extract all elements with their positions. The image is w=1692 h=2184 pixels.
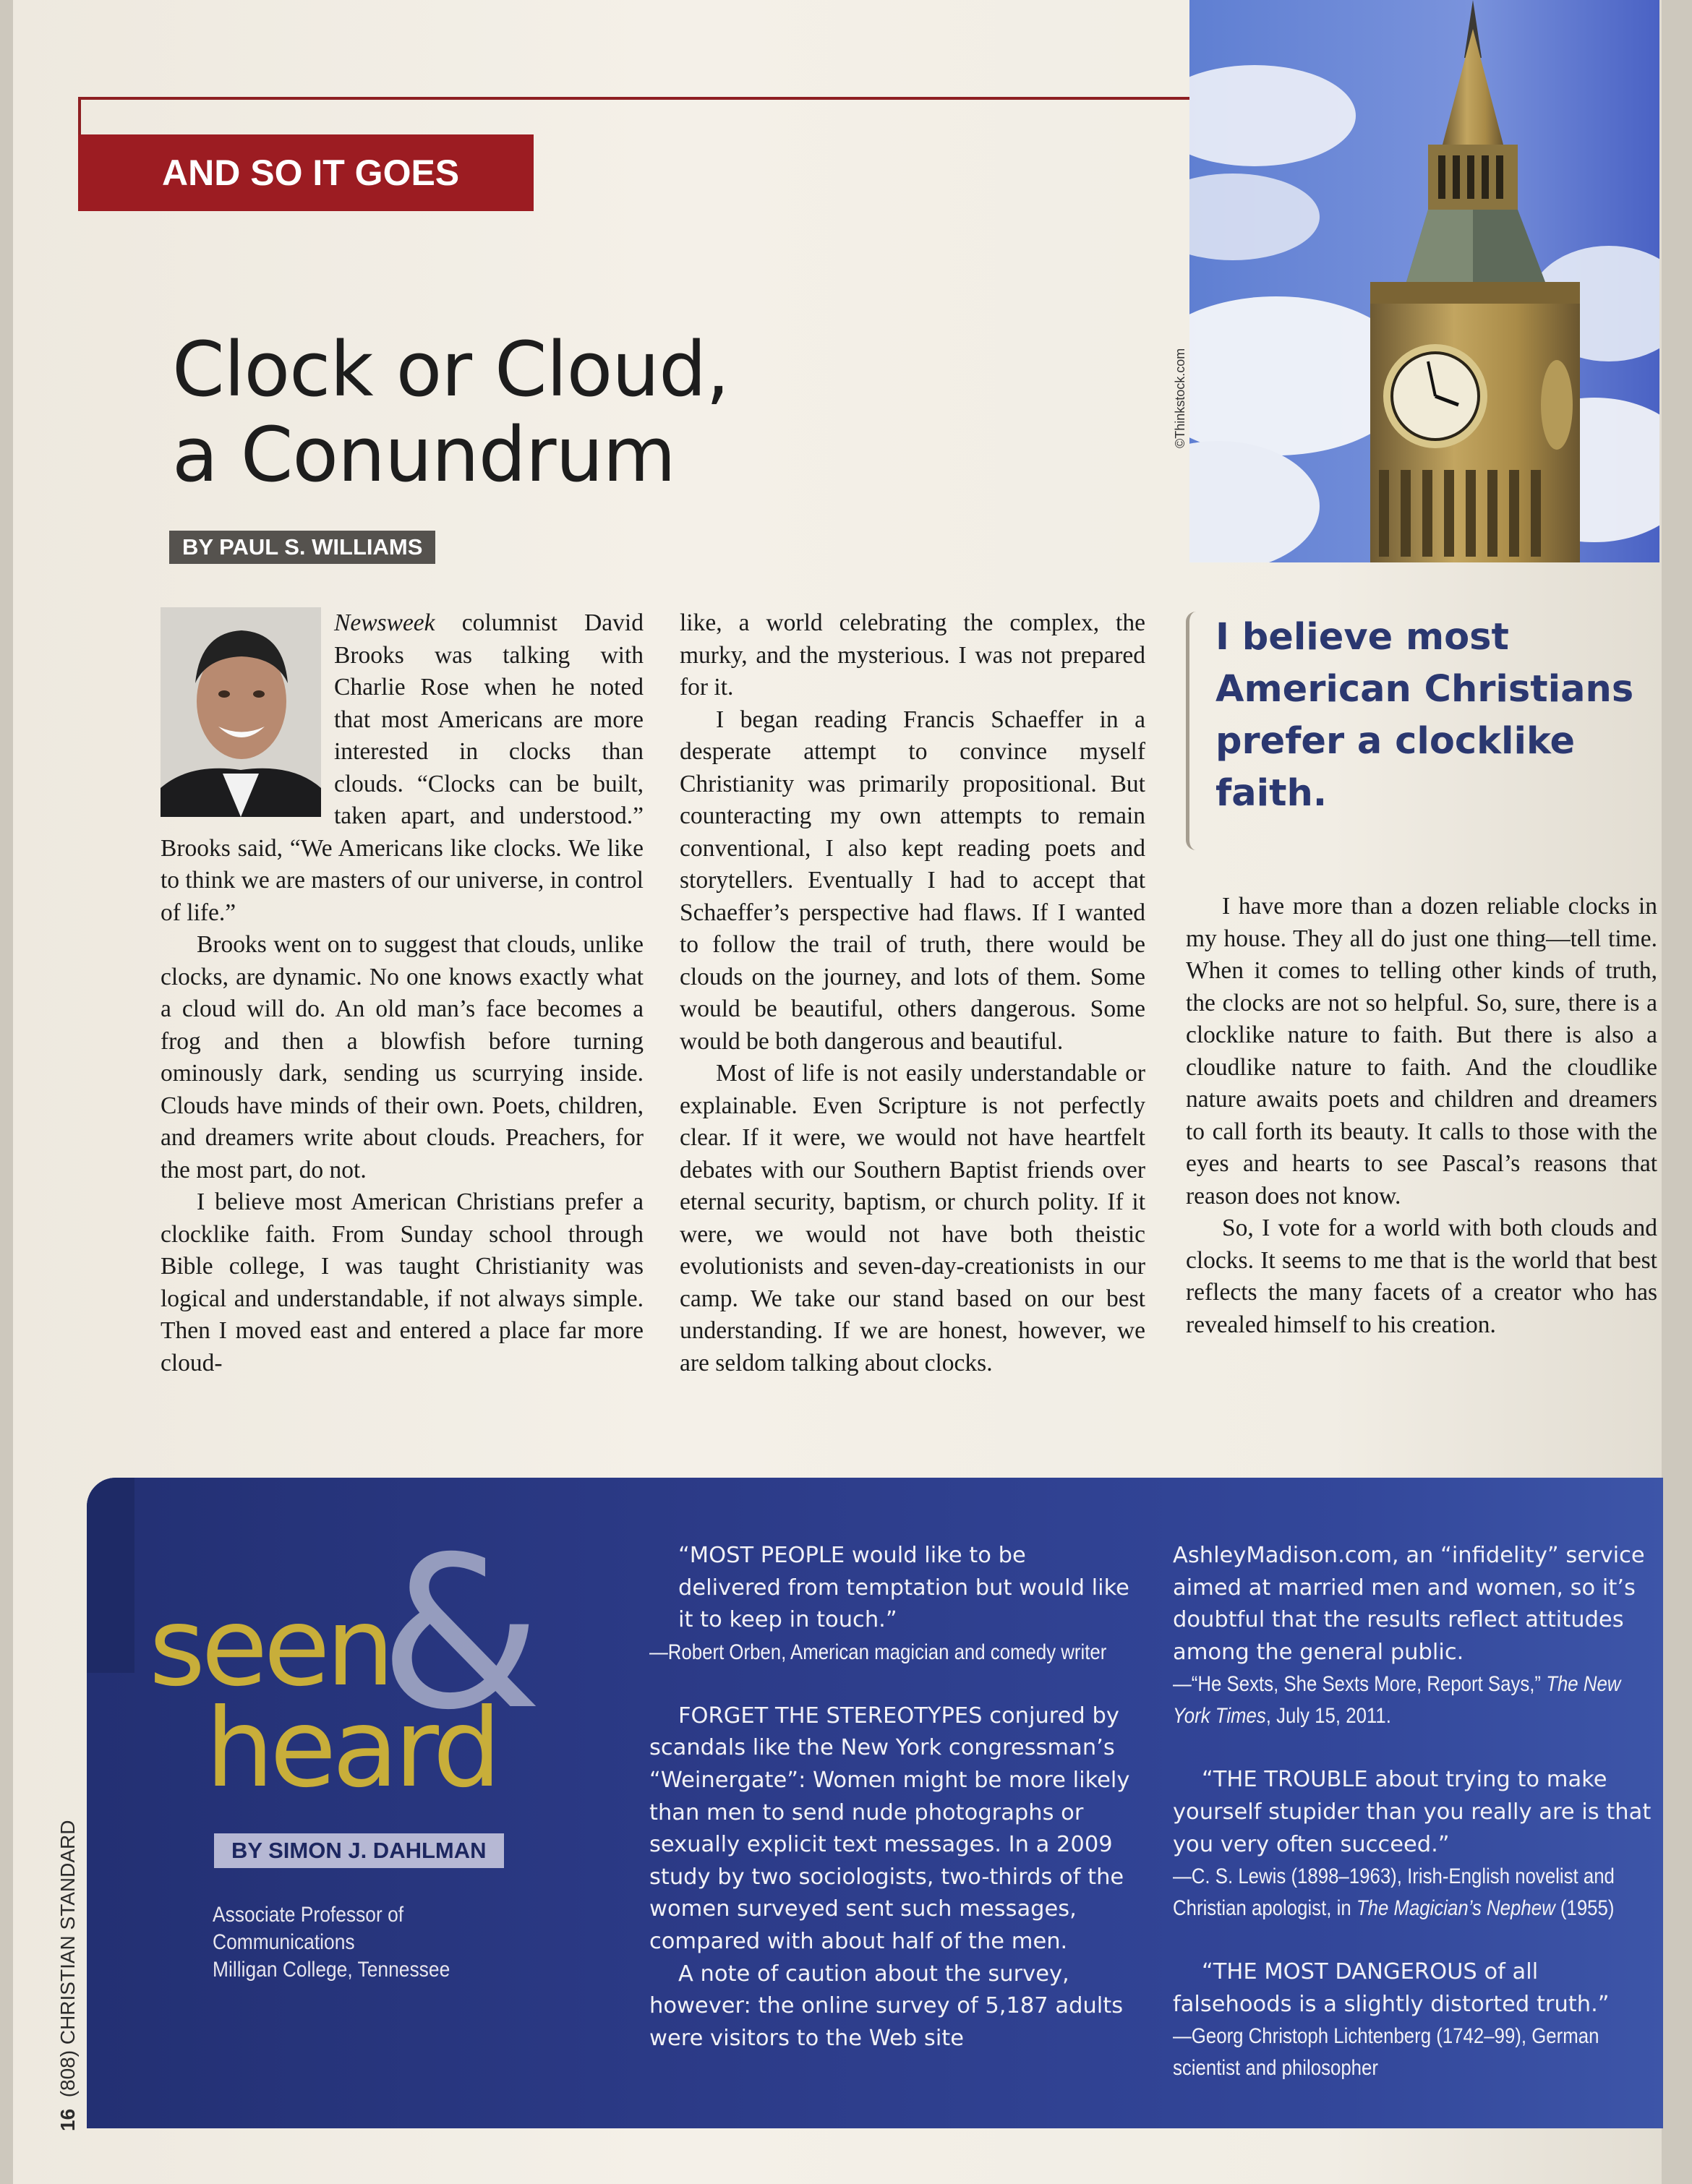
section-label: AND SO IT GOES	[162, 153, 460, 193]
section-tag	[78, 134, 534, 211]
page-number: 16	[56, 2108, 79, 2131]
seen-heard-tab	[87, 1478, 134, 1673]
col1-paragraph-2: Brooks went on to suggest that clouds, unlike clocks, are dynamic. No one knows exactly what a cloud will do. An old man’s face becomes a frog and then a blowfish before turning ominously dark, sending us scurrying inside. Clouds have minds of their own. Poets, children, and dreamers write about clouds. Preachers, for the most part, do not.	[161, 931, 644, 1183]
item-2-attribution	[1173, 1669, 1657, 1732]
big-ben-photo	[1189, 0, 1659, 562]
quote-4-attribution: —Georg Christoph Lichtenberg (1742–99), German scientist and philosopher	[1173, 2024, 1599, 2081]
col1-paragraph-1-text: columnist David Brooks was talking with Charlie Rose when he noted that most Americans are more interested in clocks than clouds. “Clocks can be built, taken apart, and understood.” Brooks said, “We Americans like clocks. We like to think we are masters of our universe, in control of life.”	[161, 609, 644, 926]
col2-paragraph-1: like, a world celebrating the complex, the murky, and the mysterious. I was not prepared for it.	[680, 609, 1145, 701]
quote-3: “THE TROUBLE about trying to make yourself stupider than you really are is that you very often succeed.”	[1173, 1767, 1652, 1857]
item-2-attribution-text: —“He Sexts, She Sexts More, Report Says,”	[1173, 1672, 1547, 1697]
quote-3-attribution-text: —C. S. Lewis (1898–1963), Irish-English novelist and Christian apologist, in	[1173, 1864, 1615, 1921]
seen-heard-byline: BY SIMON J. DAHLMAN	[214, 1833, 504, 1868]
seen-heard-affiliation	[213, 1901, 544, 1984]
page-folio	[56, 1820, 80, 2131]
quote-3-year: (1955)	[1555, 1896, 1615, 1921]
col2-paragraph-3: Most of life is not easily understandable or explainable. Even Scripture is not perfectly clear. If it were, we would not have heartfelt debates with our Southern Baptist friends over eternal security, baptism, or church polity. If it were, we would not have both theistic evolutionists and seven-day-creationists in our camp. We take our stand based on our best understanding. If we are honest, however, we are seldom talking about clocks.	[680, 1060, 1145, 1376]
title-line-2: a Conundrum	[172, 411, 675, 499]
title-line-1: Clock or Cloud,	[172, 325, 730, 414]
article-column-1	[161, 607, 644, 1379]
item-2-date: , July 15, 2011.	[1265, 1704, 1391, 1729]
affiliation-school: Milligan College, Tennessee	[213, 1958, 450, 1982]
col1-paragraph-3: I believe most American Christians prefer a clocklike faith. From Sunday school through Bible college, I was taught Christianity was logical and understandable, if not always simple. Then I moved east and entered a place far more cloud-	[161, 1189, 644, 1376]
item-2-continued-2: AshleyMadison.com, an “infidelity” service aimed at married men and women, so it’s doubtful that the results reflect attitudes among the general public.	[1173, 1543, 1645, 1665]
item-2-source: The New York Times	[1173, 1672, 1621, 1729]
col3-paragraph-1: I have more than a dozen reliable clocks in my house. They all do just one thing—tell time. When it comes to telling other kinds of truth, the clocks are not so helpful. So, sure, there is a clocklike nature to faith. But there is also a cloudlike nature to faith. And the cloudlike nature awaits poets and children and dreamers to call forth its beauty. It calls to those with the eyes and hearts to see Pascal’s reasons that reason does not know.	[1186, 893, 1657, 1209]
publication-name: (808) CHRISTIAN STANDARD	[56, 1820, 79, 2098]
quote-1: “MOST PEOPLE would like to be delivered from temptation but would like it to keep in touch.”	[678, 1543, 1129, 1633]
photo-credit: ©Thinkstock.com	[1173, 348, 1187, 448]
col3-paragraph-2: So, I vote for a world with both clouds and clocks. It seems to me that is the world that best reflects the many facets of a creator who has revealed himself to his creation.	[1186, 1215, 1657, 1338]
author-headshot	[161, 607, 321, 817]
item-2-continued: A note of caution about the survey, however: the online survey of 5,187 adults were visitors to the Web site	[649, 1961, 1124, 2051]
article-title	[172, 327, 823, 497]
logo-ampersand: &	[379, 1540, 543, 1756]
seen-heard-column-2	[1173, 1540, 1659, 2084]
logo-word-heard: heard	[205, 1686, 497, 1800]
seen-heard-logo	[149, 1540, 568, 1800]
quote-3-attribution	[1173, 1861, 1657, 1924]
quote-4: “THE MOST DANGEROUS of all falsehoods is a slightly distorted truth.”	[1173, 1959, 1610, 2017]
quote-1-attribution: —Robert Orben, American magician and comedy writer	[649, 1640, 1107, 1664]
article-column-2	[680, 607, 1145, 1379]
magazine-name: Newsweek	[334, 609, 435, 636]
quote-3-source: The Magician’s Nephew	[1356, 1896, 1555, 1921]
affiliation-title: Associate Professor of Communications	[213, 1903, 404, 1954]
logo-word-seen: seen	[149, 1585, 390, 1710]
seen-heard-column-1	[649, 1540, 1134, 2055]
article-byline: BY PAUL S. WILLIAMS	[169, 531, 435, 564]
item-2: FORGET THE STEREOTYPES conjured by scandals like the New York congressman’s “Weinergate”: Women might be more likely than men to send nude photographs or sexually explicit text messages. In a 2009 study by two sociologists, two-thirds of the women surveyed sent such messages, compared with about half of the men.	[649, 1703, 1130, 1954]
big-ben-image	[1189, 0, 1659, 562]
header-rule	[78, 97, 1192, 100]
col2-paragraph-2: I began reading Francis Schaeffer in a desperate attempt to convince myself Christianity was primarily propositional. But counteracting my own attempts to remain conventional, I also kept reading poets and storytellers. Eventually I had to accept that Schaeffer’s perspective had flaws. If I wanted to follow the trail of truth, there would be clouds on the journey, and lots of them. Some would be beautiful, others dangerous. Some would be both dangerous and beautiful.	[680, 706, 1145, 1055]
pull-quote: I believe most American Christians prefer a clocklike faith.	[1186, 612, 1649, 850]
article-column-3	[1186, 891, 1657, 1341]
